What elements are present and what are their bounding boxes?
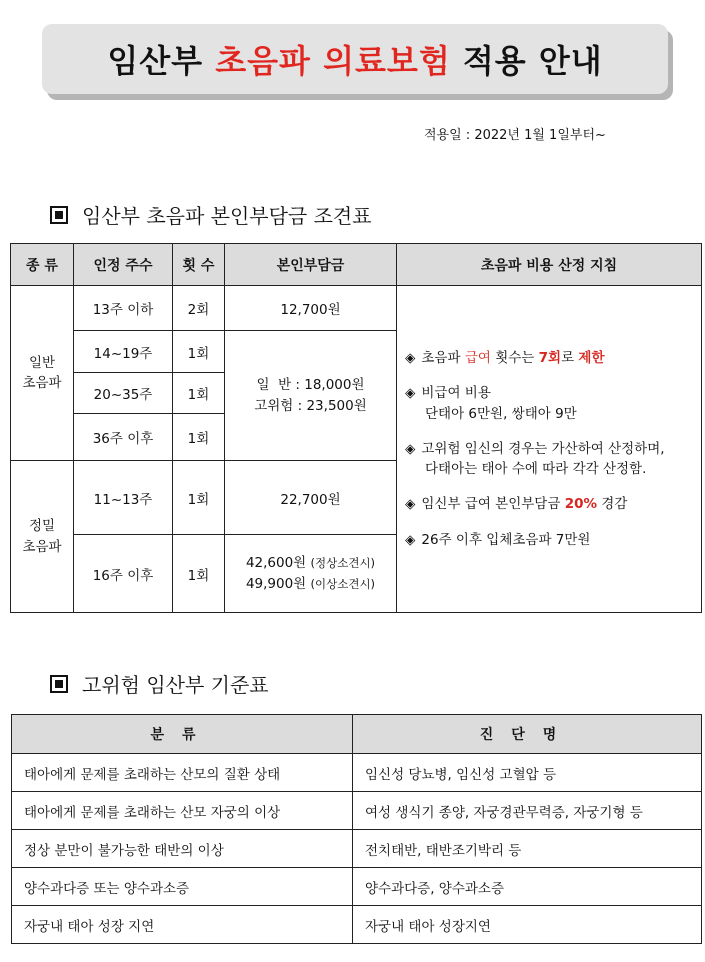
group-detailed-ultrasound: 정밀 초음파 [11,461,74,613]
guide-text: 비급여 비용 [421,385,491,402]
high-risk-table [11,714,702,944]
diamond-bullet-icon: ◈ [405,350,416,367]
page-title-banner [42,24,668,94]
guide-text: 경감 [597,496,628,513]
guide-text: 로 [561,350,579,367]
section2-heading-text: 고위험 임산부 기준표 [82,673,269,697]
copay-note: (이상소견시) [310,576,376,591]
table-row-count: 2회 [173,286,225,331]
category-cell: 태아에게 문제를 초래하는 산모 자궁의 이상 [12,792,353,830]
guide-text: 임신부 급여 본인부담금 [421,496,565,513]
copay-value-detailed [225,535,397,613]
copay-table [10,243,702,613]
table-row-count: 1회 [173,373,225,414]
diagnosis-cell: 자궁내 태아 성장지연 [353,906,702,944]
table-row [12,868,702,906]
square-bullet-icon [50,206,68,224]
diamond-bullet-icon: ◈ [405,385,416,402]
copay-general: 일 반 : 18,000원 [256,376,365,393]
copay-highrisk: 고위험 : 23,500원 [254,397,367,414]
copay-value: 22,700원 [225,461,397,535]
section1-heading-text: 임산부 초음파 본인부담금 조견표 [82,204,372,228]
table-row [12,792,702,830]
guide-text: 다태아는 태아 수에 따라 각각 산정함. [425,461,647,478]
header-copay: 본인부담금 [225,244,397,286]
category-cell: 정상 분만이 불가능한 태반의 이상 [12,830,353,868]
guide-text: 초음파 [421,350,465,367]
title-part1: 임산부 [107,42,204,80]
table-row-weeks: 20~35주 [74,373,173,414]
copay-note: (정상소견시) [310,555,376,570]
category-cell: 태아에게 문제를 초래하는 산모의 질환 상태 [12,754,353,792]
guide-highlight: 제한 [578,350,605,367]
header-category: 분류 [12,715,353,754]
table-row-weeks: 36주 이후 [74,414,173,461]
table-row-count: 1회 [173,461,225,535]
guide-text: 횟수는 [490,350,539,367]
copay-normal: 42,600원 [245,554,307,571]
header-weeks: 인정 주수 [74,244,173,286]
title-highlight: 초음파 의료보험 [215,42,451,80]
table-row-count: 1회 [173,331,225,373]
diagnosis-cell: 전치태반, 태반조기박리 등 [353,830,702,868]
table-row-weeks: 16주 이후 [74,535,173,613]
guide-text: 26주 이후 입체초음파 7만원 [421,531,591,548]
guide-item-3 [405,439,701,480]
table-row-weeks: 13주 이하 [74,286,173,331]
guide-highlight: 급여 [464,350,491,367]
guide-item-2 [405,383,701,424]
diamond-bullet-icon: ◈ [405,496,416,513]
diagnosis-cell: 임신성 당뇨병, 임신성 고혈압 등 [353,754,702,792]
square-bullet-icon [50,675,68,693]
table-row-weeks: 11~13주 [74,461,173,535]
group-general-ultrasound: 일반 초음파 [11,286,74,461]
table-row [12,830,702,868]
guide-cell [397,286,702,613]
diamond-bullet-icon: ◈ [405,531,416,548]
guide-highlight: 20% [564,496,598,513]
diamond-bullet-icon: ◈ [405,440,416,457]
category-cell: 자궁내 태아 성장 지연 [12,906,353,944]
table-row-count: 1회 [173,535,225,613]
diagnosis-cell: 여성 생식기 종양, 자궁경관무력증, 자궁기형 등 [353,792,702,830]
guide-item-5 [405,530,701,550]
table-row [12,906,702,944]
header-count: 횟 수 [173,244,225,286]
guide-item-1 [405,348,701,368]
header-diagnosis: 진단명 [353,715,702,754]
effective-date: 적용일 : 2022년 1월 1일부터~ [424,128,606,143]
diagnosis-cell: 양수과다증, 양수과소증 [353,868,702,906]
header-type: 종 류 [11,244,74,286]
table-row-weeks: 14~19주 [74,331,173,373]
table-row-count: 1회 [173,414,225,461]
section2-heading [50,669,269,698]
section1-heading [50,200,372,229]
guide-item-4 [405,494,701,514]
table-row [12,754,702,792]
copay-abnormal: 49,900원 [245,575,307,592]
guide-text: 단태아 6만원, 쌍태아 9만 [425,405,577,422]
copay-value-mid [225,331,397,461]
category-cell: 양수과다증 또는 양수과소증 [12,868,353,906]
copay-value: 12,700원 [225,286,397,331]
title-part3: 적용 안내 [462,42,603,80]
guide-highlight: 7회 [538,350,562,367]
guide-text: 고위험 임신의 경우는 가산하여 산정하며, [421,440,665,457]
header-guide: 초음파 비용 산정 지침 [397,244,702,286]
